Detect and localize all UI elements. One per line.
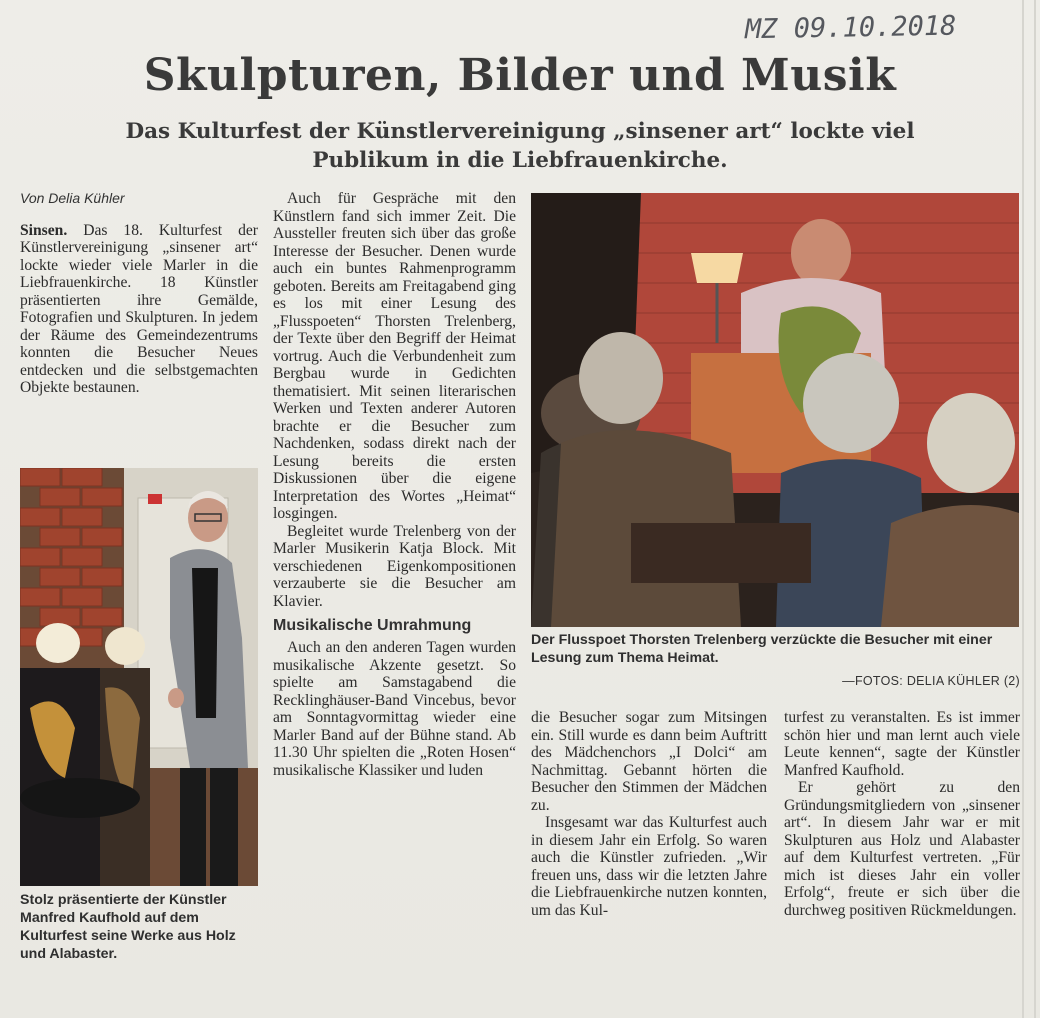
paragraph: die Besucher sogar zum Mitsingen ein. Still wurde es dann beim Auftritt des Mädchenchors „I Dolci“ am Nachmittag. Gebannt hörten die Besucher den Stimmen der Mädchen zu.: [531, 709, 767, 814]
article-column-4: [784, 709, 1020, 919]
paragraph: [20, 222, 258, 397]
article-column-1: [20, 190, 258, 397]
paragraph: Insgesamt war das Kulturfest auch in diesem Jahr ein Erfolg. So waren auch die Künstler zufrieden. „Wir freuen uns, dass wir die letzten Jahre die Liebfrauenkirche nutzen konnten, um das Kul-: [531, 814, 767, 919]
section-subheading: Musikalische Umrahmung: [273, 617, 472, 634]
paragraph: Auch an den anderen Tagen wurden musikalische Akzente gesetzt. So spielte am Samstagabend die Recklinghäuser-Band Vincebus, bevor am Sonntagvormittag wieder eine Marler Band auf der Bühne stand. Ab 11.30 Uhr spielten die „Roten Hosen“ musikalische Klassiker und luden: [273, 639, 516, 779]
paragraph: Auch für Gespräche mit den Künstlern fand sich immer Zeit. Die Aussteller freuten sich über das große Interesse der Besucher. Denen wurde auch ein buntes Rahmenprogramm geboten. Bereits am Freitagabend ging es los mit einer Lesung des „Flusspoeten“ Thorsten Trelenberg, der Texte über den Begriff der Heimat vortrug. Auch die Verbundenheit zum Bergbau wurde in Gedichten thematisiert. Mit seinen literarischen Werken und Texten anderer Autoren brachte er die Besucher zum Nachdenken, sodass direkt nach der Lesung bereits die ersten Diskussionen über die eigene Interpretation des Wortes „Heimat“ losgingen.: [273, 190, 516, 522]
photo1-caption: Stolz präsentierte der Künstler Manfred Kaufhold auf dem Kulturfest seine Werke aus Holz und Alabaster.: [20, 892, 236, 962]
paragraph: Er gehört zu den Gründungsmitgliedern von „sinsener art“. In diesem Jahr war er mit Skulpturen aus Holz und Alabaster auf dem Kulturfest vertreten. „Für mich ist dieses Jahr ein voller Erfolg“, freute er sich über die durchweg positiven Rückmeldungen.: [784, 779, 1020, 919]
dateline: Sinsen.: [20, 221, 68, 239]
photo2-caption: Der Flusspoet Thorsten Trelenberg verzückte die Besucher mit einer Lesung zum Thema Heimat.: [531, 632, 993, 666]
photo-artist-with-sculptures: [20, 468, 258, 886]
page-edge-line: [1022, 0, 1024, 1018]
photo-artist-illustration: [20, 468, 258, 886]
handwritten-date-note: MZ 09.10.2018: [744, 10, 957, 46]
subheadline: Das Kulturfest der Künstlervereinigung „sinsener art“ lockte viel Publikum in die Liebfrauenkirche.: [125, 119, 915, 173]
article-column-3: [531, 709, 767, 919]
headline: Skulpturen, Bilder und Musik: [143, 50, 897, 101]
photo-poetry-reading: [531, 193, 1019, 627]
photo-reading-illustration: [531, 193, 1019, 627]
photo-credit: —FOTOS: DELIA KÜHLER (2): [842, 674, 1020, 688]
article-column-2: [273, 190, 516, 779]
paragraph-text: Das 18. Kulturfest der Künstlervereinigung „sinsener art“ lockte wieder viele Marler in die Liebfrauenkirche. 18 Künstler präsentierten ihre Gemälde, Fotografien und Skulpturen. In jedem der Räume des Gemeindezentrums konnten die Besucher Neues entdecken und die selbstgemachten Objekte bestaunen.: [20, 221, 258, 396]
paragraph: Begleitet wurde Trelenberg von der Marler Musikerin Katja Block. Mit verschiedenen Eigenkompositionen verzauberte sie die Besucher am Klavier.: [273, 522, 516, 610]
page-edge-line: [1034, 0, 1036, 1018]
paragraph: turfest zu veranstalten. Es ist immer schön hier und man lernt auch viele Leute kennen“, sagte der Künstler Manfred Kaufhold.: [784, 709, 1020, 779]
byline: Von Delia Kühler: [20, 190, 125, 206]
